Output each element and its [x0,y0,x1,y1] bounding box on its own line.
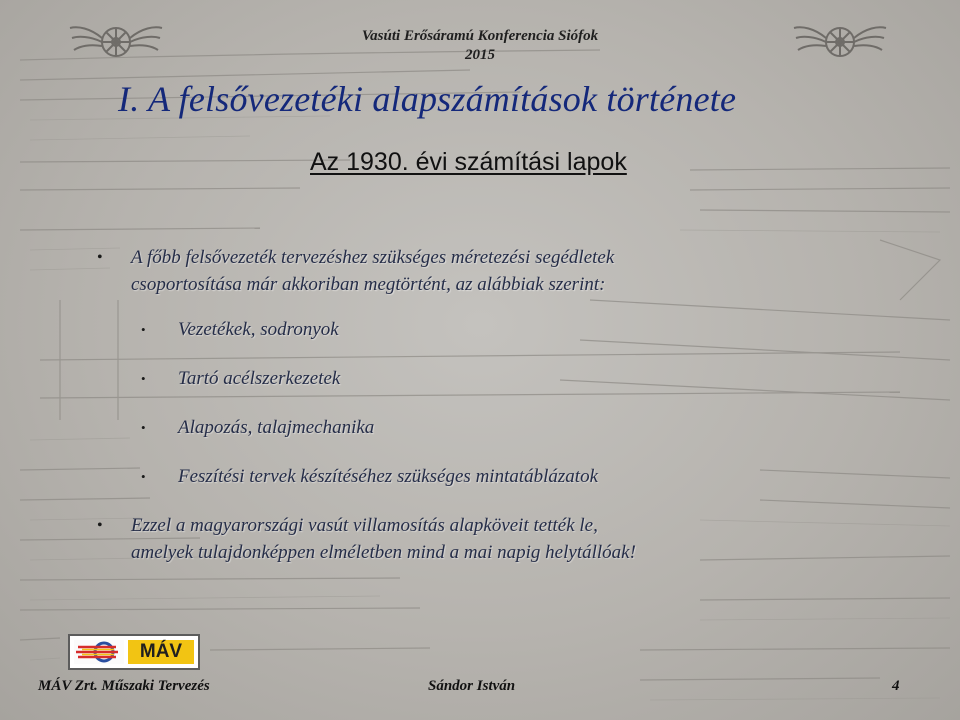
footer-author: Sándor István [428,678,516,694]
bullet-item [97,244,615,298]
bullet-text-line: A főbb felsővezeték tervezéshez szükséges méretezési segédletek [131,247,615,268]
conference-title: Vasúti Erősáramú Konferencia Siófok [361,28,599,44]
bullet-text-line: csoportosítása már akkoriban megtörtént, az alábbiak szerint: [131,274,606,295]
conference-year: 2015 [465,47,495,63]
bullet-item [97,512,636,566]
bullet-dot-icon: • [141,371,146,386]
bullet-dot-icon: • [97,249,103,266]
bullet-dot-icon: • [97,517,103,534]
bullet-text-line: amelyek tulajdonképpen elméletben mind a mai napig helytállóak! [131,542,636,563]
sub-bullet-text: Tartó acélszerkezetek [178,368,341,389]
bullet-dot-icon: • [141,322,146,337]
bullet-text-line: Ezzel a magyarországi vasút villamosítás alapköveit tették le, [131,515,598,536]
mav-logo [68,634,200,670]
footer-company: MÁV Zrt. Műszaki Tervezés [38,678,210,694]
sub-bullet-text: Feszítési tervek készítéséhez szükséges mintatáblázatok [178,466,599,487]
slide-title: I. A felsővezetéki alapszámítások története [118,79,737,119]
sub-bullet-text: Alapozás, talajmechanika [178,417,375,438]
sub-bullet-item [141,367,341,391]
mav-logo-text: MÁV [128,640,194,664]
sub-bullet-item [141,465,599,489]
sub-bullet-item [141,416,375,440]
mav-wheel-icon [74,640,124,664]
slide-subtitle: Az 1930. évi számítási lapok [310,148,627,176]
bullet-dot-icon: • [141,420,146,435]
sub-bullet-text: Vezetékek, sodronyok [178,319,339,340]
page-number: 4 [892,678,900,694]
bullet-dot-icon: • [141,469,146,484]
sub-bullet-item [141,318,339,342]
